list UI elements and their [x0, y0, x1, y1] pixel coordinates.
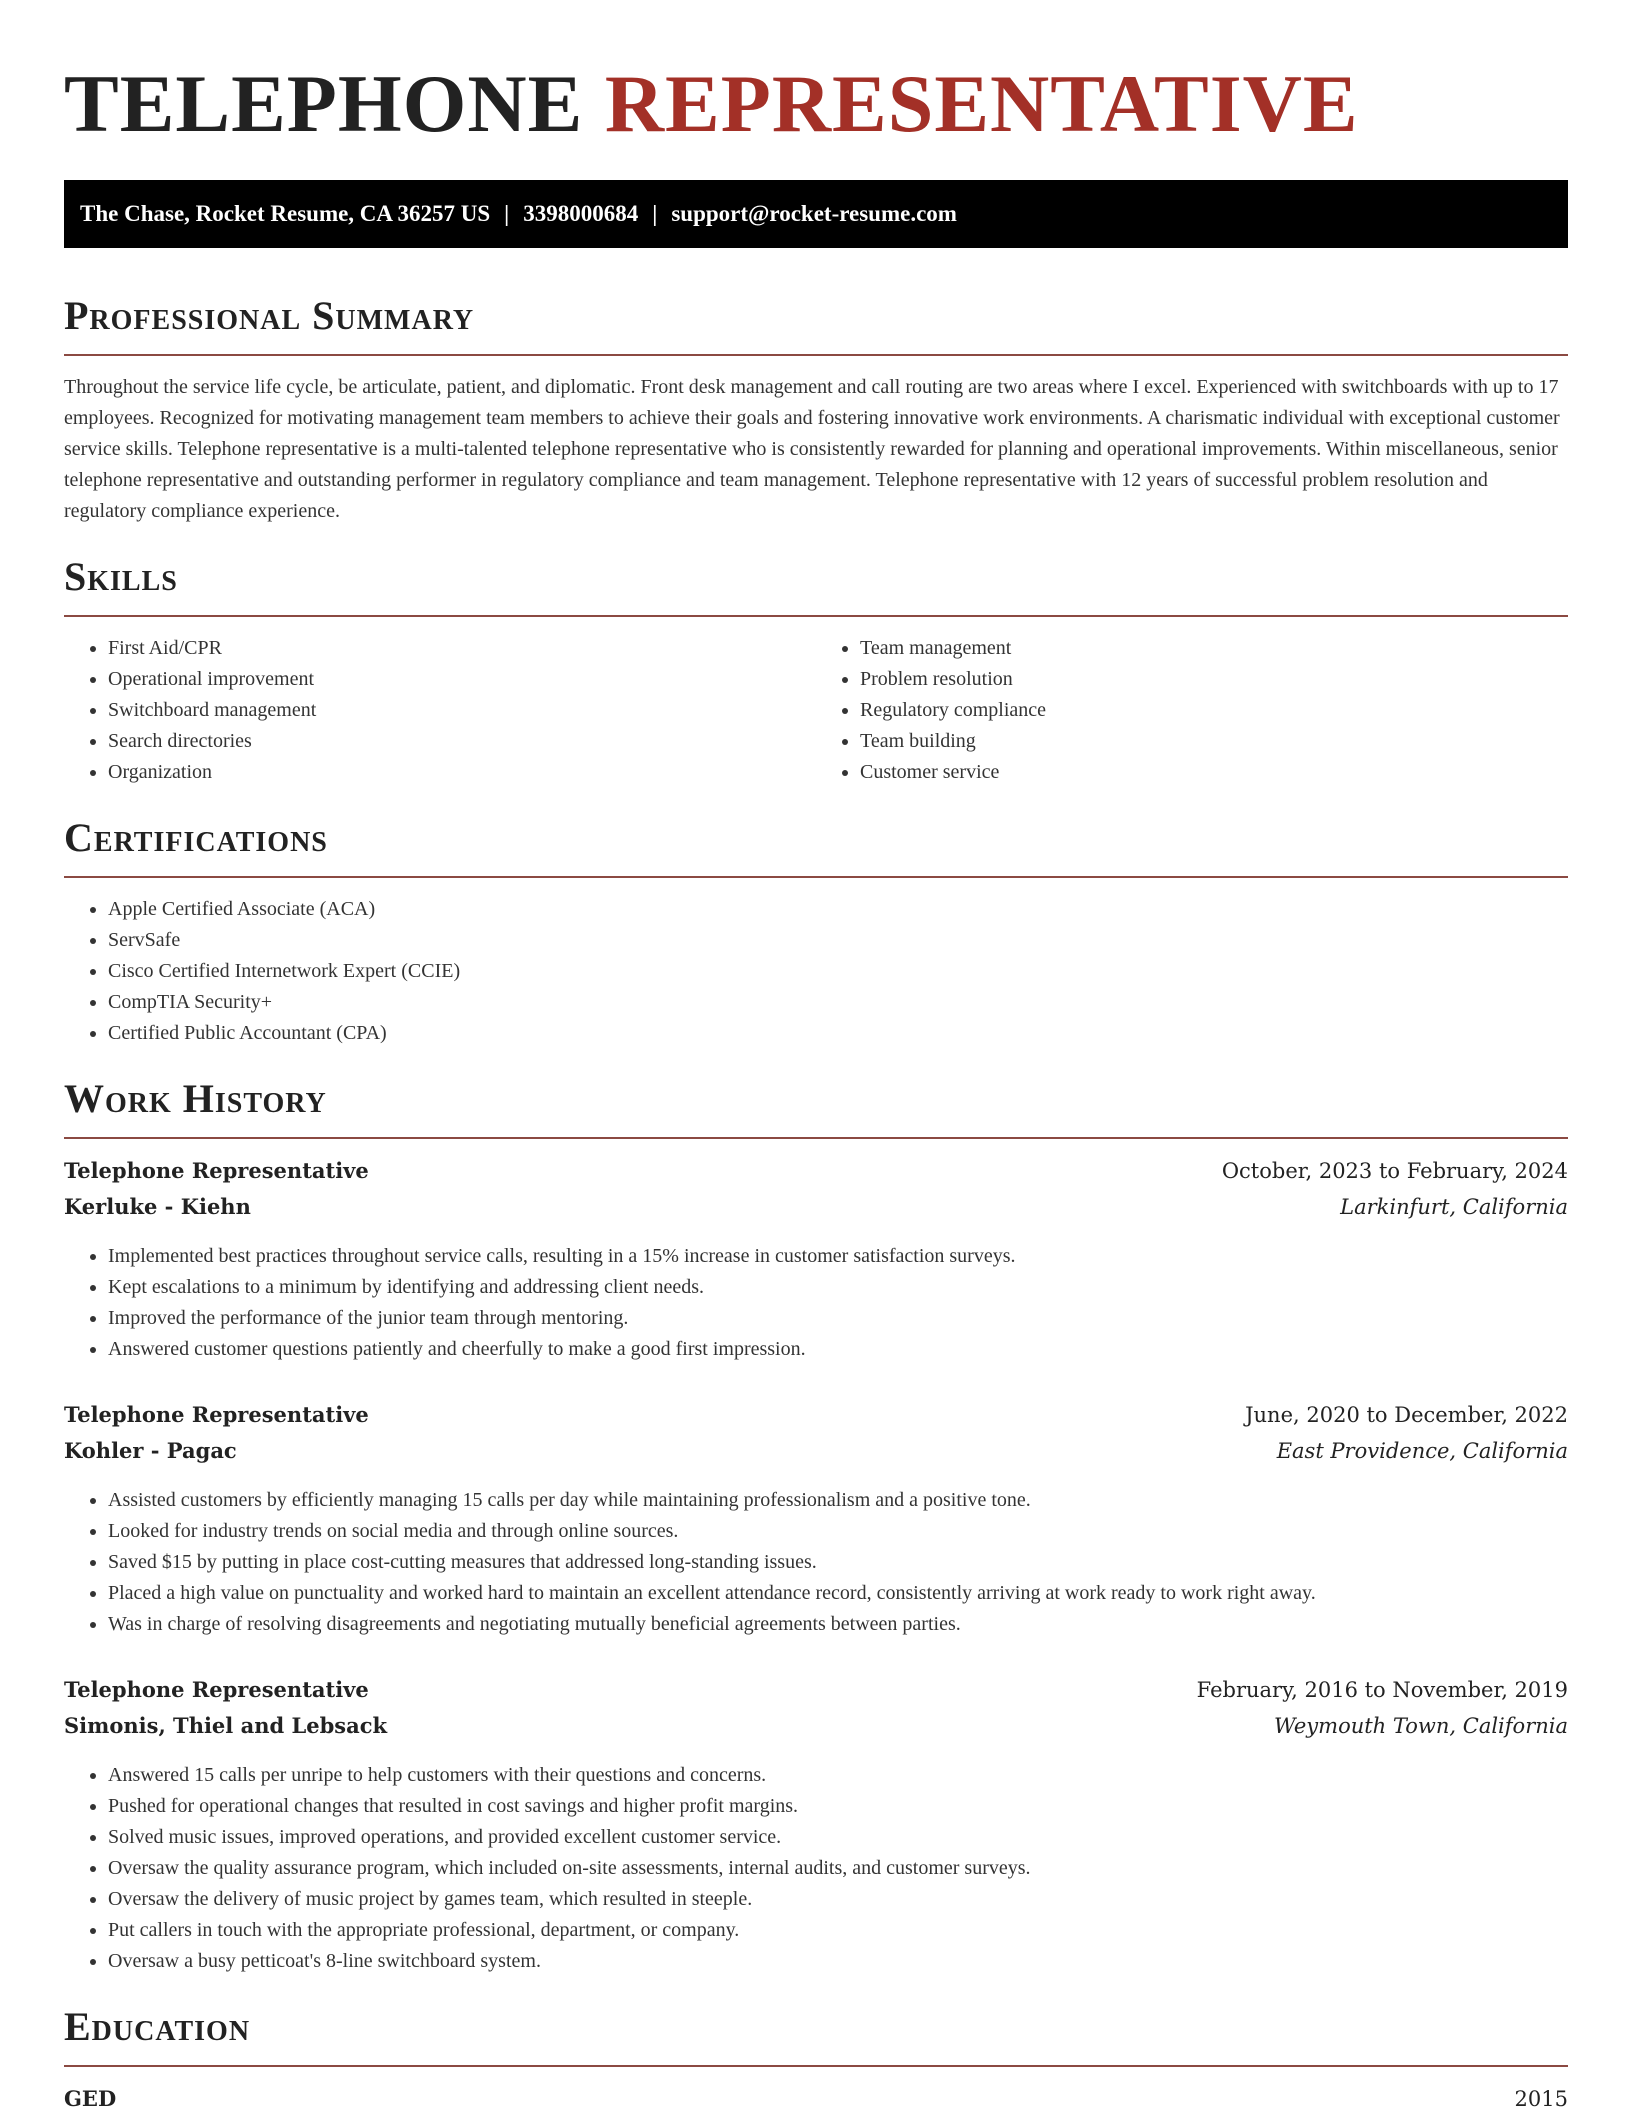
skill-item: • Search directories	[108, 726, 816, 757]
summary-section	[64, 292, 1568, 527]
job-bullet: • Improved the performance of the junior team through mentoring.	[108, 1303, 1568, 1334]
name-second: REPRESENTATIVE	[604, 58, 1359, 149]
skill-item: • Regulatory compliance	[860, 695, 1568, 726]
job-dates: February, 2016 to November, 2019	[1196, 1678, 1568, 1702]
job-subheader-row	[64, 1433, 1568, 1469]
contact-email[interactable]: support@rocket-resume.com	[671, 201, 957, 226]
job-location: Weymouth Town, California	[1274, 1714, 1568, 1738]
job-bullet: • Put callers in touch with the appropriate professional, department, or company.	[108, 1915, 1568, 1946]
job-dates: October, 2023 to February, 2024	[1221, 1159, 1568, 1183]
job-bullet: • Answered 15 calls per unripe to help customers with their questions and concerns.	[108, 1760, 1568, 1791]
job-bullets	[64, 1485, 1568, 1640]
job-company: Kerluke - Kiehn	[64, 1194, 251, 1219]
certification-item: • Cisco Certified Internetwork Expert (CCIE)	[108, 956, 1568, 987]
section-title: Professional Summary	[64, 293, 475, 338]
section-divider	[64, 354, 1568, 356]
job-bullet: • Saved $15 by putting in place cost-cutting measures that addressed long-standing issues.	[108, 1547, 1568, 1578]
section-title: Education	[64, 2004, 251, 2049]
contact-bar	[64, 180, 1568, 248]
job-bullet: • Looked for industry trends on social media and through online sources.	[108, 1516, 1568, 1547]
education-year: 2015	[1514, 2087, 1568, 2111]
certifications-list	[64, 894, 1568, 1049]
job-header-row	[64, 1397, 1568, 1433]
job-bullet: • Assisted customers by efficiently managing 15 calls per day while maintaining professionalism and a positive tone.	[108, 1485, 1568, 1516]
education-section	[64, 2003, 1568, 2117]
skills-grid	[64, 617, 1568, 788]
job-subheader-row	[64, 1708, 1568, 1744]
job-bullets	[64, 1760, 1568, 1977]
resume-page	[64, 0, 1568, 2117]
contact-separator: |	[652, 201, 658, 226]
work-history-section	[64, 1075, 1568, 1977]
skill-item: • Operational improvement	[108, 664, 816, 695]
certification-item: • CompTIA Security+	[108, 987, 1568, 1018]
job-header-row	[64, 1672, 1568, 1708]
job-subheader-row	[64, 1189, 1568, 1225]
skills-section	[64, 553, 1568, 788]
section-divider	[64, 1137, 1568, 1139]
skill-item: • Organization	[108, 757, 816, 788]
job-bullet: • Oversaw the delivery of music project by games team, which resulted in steeple.	[108, 1884, 1568, 1915]
job-entry	[64, 1397, 1568, 1640]
job-entry	[64, 1153, 1568, 1365]
job-bullet: • Oversaw the quality assurance program, which included on-site assessments, internal audits, and customer surveys.	[108, 1853, 1568, 1884]
certification-item: • Certified Public Accountant (CPA)	[108, 1018, 1568, 1049]
certification-item: • ServSafe	[108, 925, 1568, 956]
resume-name	[64, 0, 1568, 152]
skills-list-right	[816, 633, 1568, 788]
skill-item: • Problem resolution	[860, 664, 1568, 695]
skill-item: • Switchboard management	[108, 695, 816, 726]
job-bullet: • Answered customer questions patiently and cheerfully to make a good first impression.	[108, 1334, 1568, 1365]
skill-item: • First Aid/CPR	[108, 633, 816, 664]
section-divider	[64, 876, 1568, 878]
job-title: Telephone Representative	[64, 1677, 369, 1702]
job-bullet: • Solved music issues, improved operations, and provided excellent customer service.	[108, 1822, 1568, 1853]
skill-item: • Team building	[860, 726, 1568, 757]
job-header-row	[64, 1153, 1568, 1189]
job-bullet: • Implemented best practices throughout service calls, resulting in a 15% increase in customer satisfaction surveys.	[108, 1241, 1568, 1272]
job-dates: June, 2020 to December, 2022	[1245, 1403, 1568, 1427]
section-title: Skills	[64, 554, 178, 599]
job-title: Telephone Representative	[64, 1158, 369, 1183]
contact-address: The Chase, Rocket Resume, CA 36257 US	[80, 201, 491, 226]
job-bullet: • Placed a high value on punctuality and worked hard to maintain an excellent attendance record, consistently arriving at work ready to work right away.	[108, 1578, 1568, 1609]
job-bullet: • Pushed for operational changes that resulted in cost savings and higher profit margins.	[108, 1791, 1568, 1822]
certification-item: • Apple Certified Associate (ACA)	[108, 894, 1568, 925]
job-company: Kohler - Pagac	[64, 1438, 237, 1463]
job-bullet: • Was in charge of resolving disagreements and negotiating mutually beneficial agreements between parties.	[108, 1609, 1568, 1640]
section-title: Work History	[64, 1076, 327, 1121]
skill-item: • Customer service	[860, 757, 1568, 788]
skills-list-left	[64, 633, 816, 788]
job-company: Simonis, Thiel and Lebsack	[64, 1713, 388, 1738]
summary-text: Throughout the service life cycle, be articulate, patient, and diplomatic. Front desk management and call routing are two areas where I excel. Experienced with switchboards with up to 17 employees. Recognized for motivating management team members to achieve their goals and fostering innovative work environments. A charismatic individual with exceptional customer service skills. Telephone representative is a multi-talented telephone representative who is consistently rewarded for planning and operational improvements. Within miscellaneous, senior telephone representative and outstanding performer in regulatory compliance and team management. Telephone representative with 12 years of successful problem resolution and regulatory compliance experience.	[64, 376, 1560, 522]
name-first: TELEPHONE	[64, 58, 584, 149]
contact-separator: |	[504, 201, 510, 226]
section-title: Certifications	[64, 815, 328, 860]
job-location: Larkinfurt, California	[1340, 1195, 1568, 1219]
job-bullets	[64, 1241, 1568, 1365]
contact-phone[interactable]: 3398000684	[523, 201, 639, 226]
certifications-section	[64, 814, 1568, 1049]
skill-item: • Team management	[860, 633, 1568, 664]
job-entry	[64, 1672, 1568, 1977]
education-degree: GED	[64, 2086, 117, 2111]
job-bullet: • Oversaw a busy petticoat's 8-line switchboard system.	[108, 1946, 1568, 1977]
job-location: East Providence, California	[1276, 1439, 1568, 1463]
section-divider	[64, 2065, 1568, 2067]
job-title: Telephone Representative	[64, 1402, 369, 1427]
job-bullet: • Kept escalations to a minimum by identifying and addressing client needs.	[108, 1272, 1568, 1303]
